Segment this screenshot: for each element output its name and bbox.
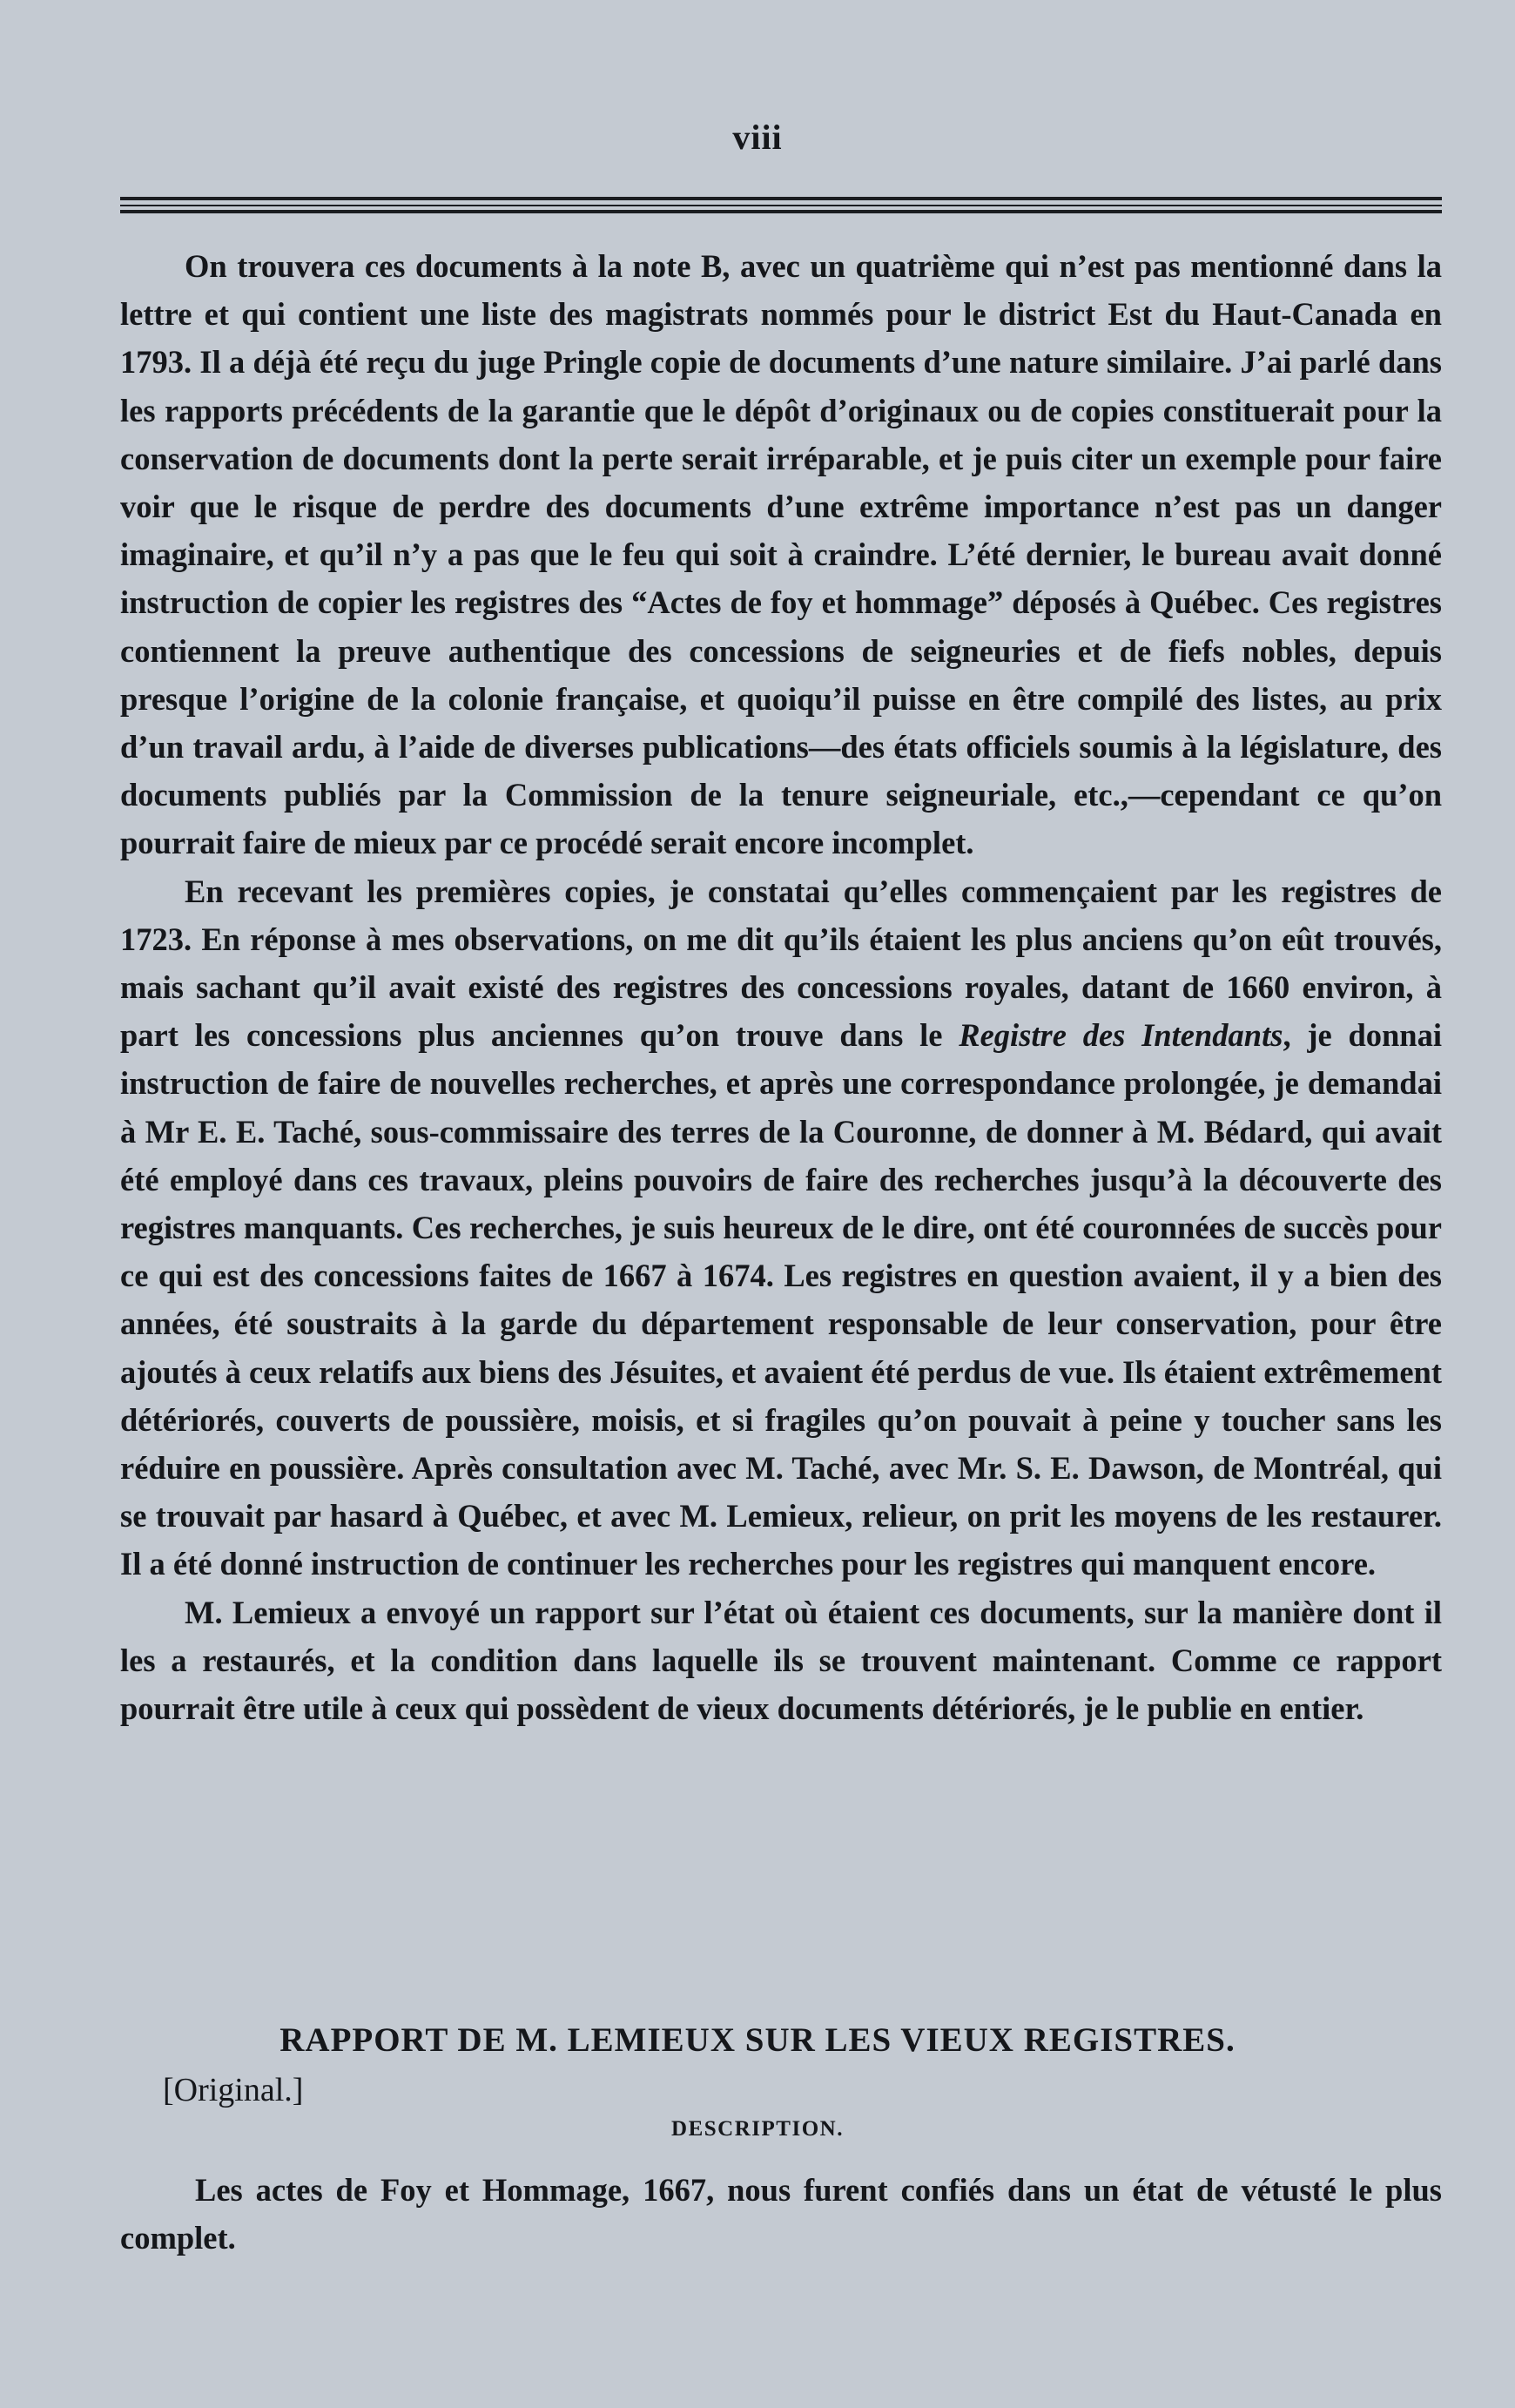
header-rule-bottom <box>120 210 1442 213</box>
italic-title: Registre des Intendants <box>959 1017 1283 1054</box>
header-rule-middle <box>120 205 1442 206</box>
report-text <box>120 2166 1442 2262</box>
paragraph-1: On trouvera ces documents à la note B, avec un quatrième qui n’est pas mentionné dans la lettre et qui contient une liste des magistrats nommés pour le district Est du Haut-Canada en 1793. Il a déjà été reçu du juge Pringle copie de documents d’une nature similaire. J’ai parlé dans les rapports précédents de la garantie que le dépôt d’originaux ou de copies constituerait pour la conservation de documents dont la perte serait irréparable, et je puis citer un exemple pour faire voir que le risque de perdre des documents d’une extrême importance n’est pas un danger imaginaire, et qu’il n’y a pas que le feu qui soit à craindre. L’été dernier, le bureau avait donné instruction de copier les registres des “Actes de foy et hommage” déposés à Québec. Ces registres contiennent la preuve authentique des concessions de seigneuries et de fiefs nobles, depuis presque l’origine de la colonie française, et quoiqu’il puisse en être compilé des listes, au prix d’un travail ardu, à l’aide de diverses publications—des états officiels soumis à la législature, des documents publiés par la Commission de la tenure seigneuriale, etc.,—cependant ce qu’on pourrait faire de mieux par ce procédé serait encore incomplet. <box>120 248 1442 861</box>
report-title: RAPPORT DE M. LEMIEUX SUR LES VIEUX REGISTRES. <box>279 2021 1236 2059</box>
report-paragraph-1: Les actes de Foy et Hommage, 1667, nous furent confiés dans un état de vétusté le plus complet. <box>120 2172 1442 2256</box>
paragraph-3: M. Lemieux a envoyé un rapport sur l’état où étaient ces documents, sur la manière dont il les a restaurés, et la condition dans laquelle ils se trouvent maintenant. Comme ce rapport pourrait être utile à ceux qui possèdent de vieux documents détériorés, je le publie en entier. <box>120 1594 1442 1727</box>
section-heading: DESCRIPTION. <box>671 2117 844 2141</box>
header-rule-top <box>120 197 1442 200</box>
body-text <box>120 242 1442 1732</box>
original-label: [Original.] <box>163 2072 304 2108</box>
page-number: viii <box>732 118 783 157</box>
paragraph-2: En recevant les premières copies, je constatai qu’elles commençaient par les registres de 1723. En réponse à mes observations, on me dit qu’ils étaient les plus anciens qu’on eût trouvés, mais sachant qu’il avait existé des registres des concessions royales, datant de 1660 environ, à part les concessions plus anciennes qu’on trouve dans le Registre des Intendants, je donnai instruction de faire de nouvelles recherches, et après une correspondance prolongée, je demandai à Mr E. E. Taché, sous-commissaire des terres de la Couronne, de donner à M. Bédard, qui avait été employé dans ces travaux, pleins pouvoirs de faire des recherches jusqu’à la découverte des registres manquants. Ces recherches, je suis heureux de le dire, ont été couronnées de succès pour ce qui est des concessions faites de 1667 à 1674. Les registres en question avaient, il y a bien des années, été soustraits à la garde du département responsable de leur conservation, pour être ajoutés à ceux relatifs aux biens des Jésuites, et avaient été perdus de vue. Ils étaient extrêmement détériorés, couverts de poussière, moisis, et si fragiles qu’on pouvait à peine y toucher sans les réduire en poussière. Après consultation avec M. Taché, avec Mr. S. E. Dawson, de Montréal, qui se trouvait par hasard à Québec, et avec M. Lemieux, relieur, on prit les moyens de les restaurer. Il a été donné instruction de continuer les recherches pour les registres qui manquent encore. <box>120 873 1442 1582</box>
